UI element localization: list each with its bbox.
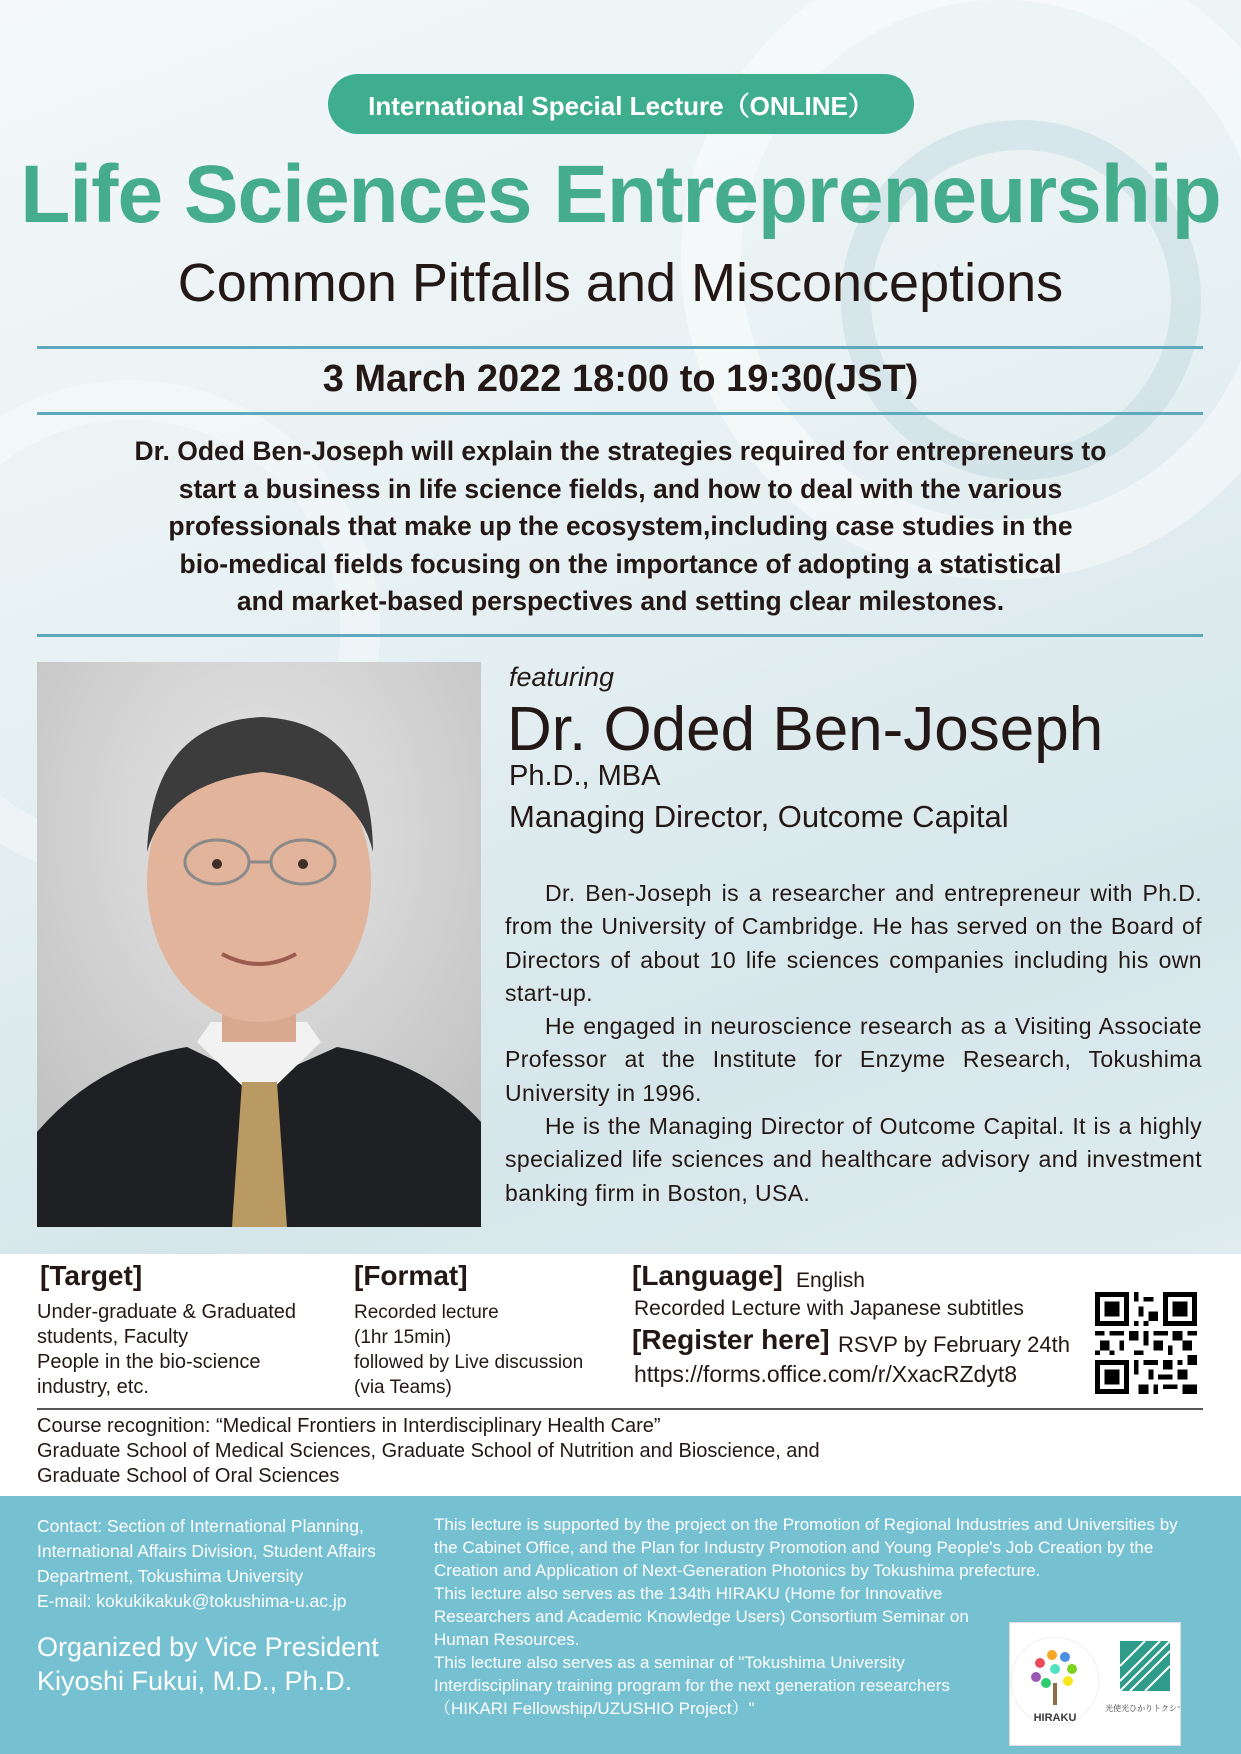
format-line: followed by Live discussion	[354, 1352, 584, 1373]
description-line: bio-medical fields focusing on the importance of adopting a statistical	[179, 548, 1062, 579]
registration-qr-code[interactable]	[1095, 1292, 1197, 1394]
divider	[37, 1408, 1203, 1410]
target-line: Under-graduate & Graduated	[37, 1301, 297, 1323]
support-paragraph: This lecture also serves as the 134th HIRAKU (Home for Innovative Researchers and Academic Knowledge Users) Consortium Seminar on Human Resources.	[434, 1584, 969, 1649]
featuring-label: featuring	[509, 662, 615, 692]
bio-paragraph: He engaged in neuroscience research as a Visiting Associate Professor at the Institute for Enzyme Research, Tokushima University in 1996.	[505, 1013, 1202, 1106]
divider	[37, 412, 1203, 415]
divider	[37, 346, 1203, 349]
course-recognition	[37, 1414, 820, 1489]
target-line: People in the bio-science	[37, 1351, 261, 1373]
footer	[0, 1496, 1241, 1754]
speaker-photo	[37, 662, 481, 1227]
registration-link[interactable]: https://forms.office.com/r/XxacRZdyt8	[634, 1361, 1018, 1387]
speaker-role: Managing Director, Outcome Capital	[509, 799, 1009, 834]
event-date: 3 March 2022 18:00 to 19:30(JST)	[322, 358, 919, 400]
register-heading: [Register here]	[632, 1324, 830, 1355]
language-value: English	[796, 1269, 865, 1292]
course-line: Graduate School of Medical Sciences, Graduate School of Nutrition and Bioscience, and	[37, 1440, 820, 1462]
hiraku-logo-text: HIRAKU	[1033, 1712, 1077, 1724]
target-line: industry, etc.	[37, 1376, 149, 1398]
contact-email[interactable]: E-mail: kokukikakuk@tokushima-u.ac.jp	[37, 1591, 347, 1611]
format-line: (via Teams)	[354, 1377, 452, 1398]
format-heading: [Format]	[354, 1260, 468, 1291]
description-line: and market-based perspectives and setting clear milestones.	[236, 586, 1005, 616]
tokushima-logo-text: 光使光ひかりトクシマ	[1105, 1704, 1180, 1713]
contact-line: Contact: Section of International Planning,	[37, 1516, 364, 1536]
divider	[37, 634, 1203, 637]
language-note: Recorded Lecture with Japanese subtitles	[634, 1297, 1024, 1320]
lecture-type-text: International Special Lecture（ONLINE）	[368, 90, 874, 121]
speaker-name: Dr. Oded Ben-Joseph	[507, 695, 1104, 764]
target-line: students, Faculty	[37, 1326, 189, 1348]
speaker-bio	[505, 877, 1202, 1210]
organizer-line: Organized by Vice President	[37, 1632, 379, 1662]
lecture-type-badge	[328, 74, 914, 134]
organizer	[37, 1630, 379, 1698]
logo-icons	[1010, 1623, 1180, 1745]
description-line: professionals that make up the ecosystem,including case studies in the	[168, 511, 1073, 541]
speaker-portrait-illustration	[37, 662, 481, 1227]
contact-info	[37, 1514, 417, 1614]
target-audience	[37, 1300, 337, 1400]
format-line: (1hr 15min)	[354, 1327, 452, 1348]
page-title: Life Sciences Entrepreneurship	[20, 149, 1221, 240]
description-line: Dr. Oded Ben-Joseph will explain the strategies required for entrepreneurs to	[134, 436, 1107, 466]
speaker-credentials: Ph.D., MBA	[509, 760, 661, 792]
bio-paragraph: He is the Managing Director of Outcome Capital. It is a highly specialized life sciences and healthcare advisory and investment banking firm in Boston, USA.	[505, 1113, 1202, 1206]
lecture-description	[70, 433, 1171, 621]
course-line: Graduate School of Oral Sciences	[37, 1465, 340, 1487]
sponsor-logos	[1009, 1622, 1181, 1746]
page-subtitle: Common Pitfalls and Misconceptions	[177, 253, 1064, 313]
support-paragraph: This lecture is supported by the project on the Promotion of Regional Industries and Universities by the Cabinet Office, and the Plan for Industry Promotion and Young People's Job Creation by the Creation and Application of Next-Generation Photonics by Tokushima prefecture.	[434, 1515, 1178, 1580]
language-heading: [Language]	[632, 1260, 783, 1291]
support-paragraph: This lecture also serves as a seminar of "Tokushima University Interdisciplinary training program for the next generation researchers（HIKARI Fellowship/UZUSHIO Project）"	[434, 1653, 950, 1718]
qr-code-icon	[1095, 1292, 1197, 1394]
contact-line: Department, Tokushima University	[37, 1566, 304, 1586]
target-heading: [Target]	[40, 1260, 143, 1291]
course-line: Course recognition: “Medical Frontiers in Interdisciplinary Health Care”	[37, 1415, 661, 1437]
bio-paragraph: Dr. Ben-Joseph is a researcher and entrepreneur with Ph.D. from the University of Cambridge. He has served on the Board of Directors of about 10 life sciences companies including his own start-up.	[505, 880, 1202, 1006]
format-line: Recorded lecture	[354, 1302, 499, 1323]
contact-line: International Affairs Division, Student Affairs	[37, 1541, 376, 1561]
description-line: start a business in life science fields, and how to deal with the various	[178, 473, 1063, 504]
format-details	[354, 1300, 624, 1400]
register-deadline: RSVP by February 24th	[838, 1332, 1070, 1357]
organizer-line: Kiyoshi Fukui, M.D., Ph.D.	[37, 1666, 353, 1696]
